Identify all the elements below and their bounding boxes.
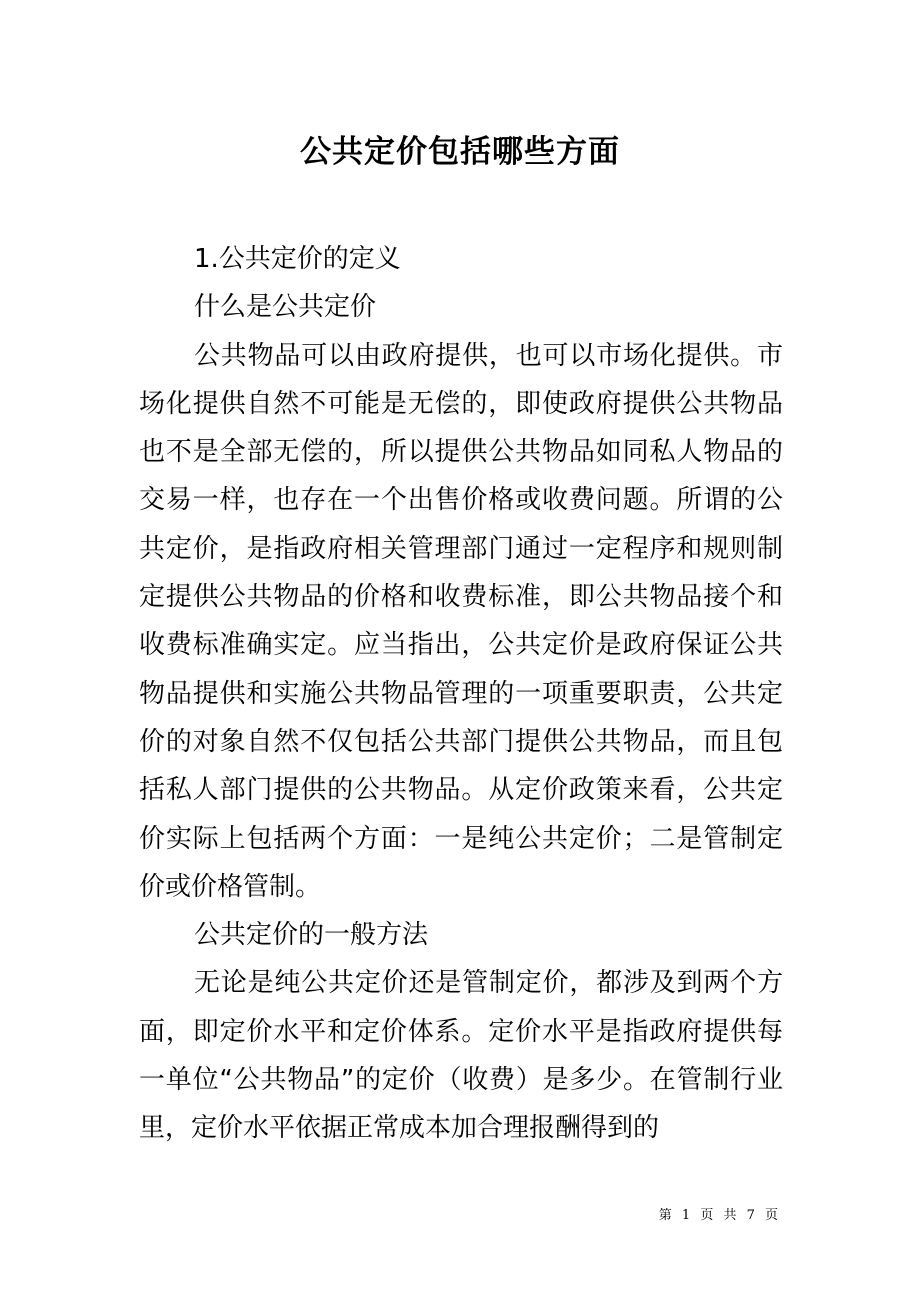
paragraph-definition: 公共物品可以由政府提供，也可以市场化提供。市场化提供自然不可能是无偿的，即使政府提供公共物品也不是全部无偿的，所以提供公共物品如同私人物品的交易一样，也存在一个出售价格或收费问题。所谓的公共定价，是指政府相关管理部门通过一定程序和规则制定提供公共物品的价格和收费标准，即公共物品接个和收费标准确实定。应当指出，公共定价是政府保证公共物品提供和实施公共物品管理的一项重要职责，公共定价的对象自然不仅包括公共部门提供公共物品，而且包括私人部门提供的公共物品。从定价政策来看，公共定价实际上包括两个方面：一是纯公共定价；二是管制定价或价格管制。 [139,340,783,902]
page-footer: 第 1 页 共 7 页 [658,1208,781,1223]
section-heading-definition: 1.公共定价的定义 [194,244,401,274]
paragraph-methods: 无论是纯公共定价还是管制定价，都涉及到两个方面，即定价水平和定价体系。定价水平是指政府提供每一单位“公共物品”的定价（收费）是多少。在管制行业里，定价水平依据正常成本加合理报酬得到的 [139,968,783,1144]
subheading-what-is-public-pricing: 什么是公共定价 [194,292,377,323]
document-title: 公共定价包括哪些方面 [300,134,620,170]
subheading-general-methods: 公共定价的一般方法 [194,920,429,951]
document-body [139,235,783,1153]
